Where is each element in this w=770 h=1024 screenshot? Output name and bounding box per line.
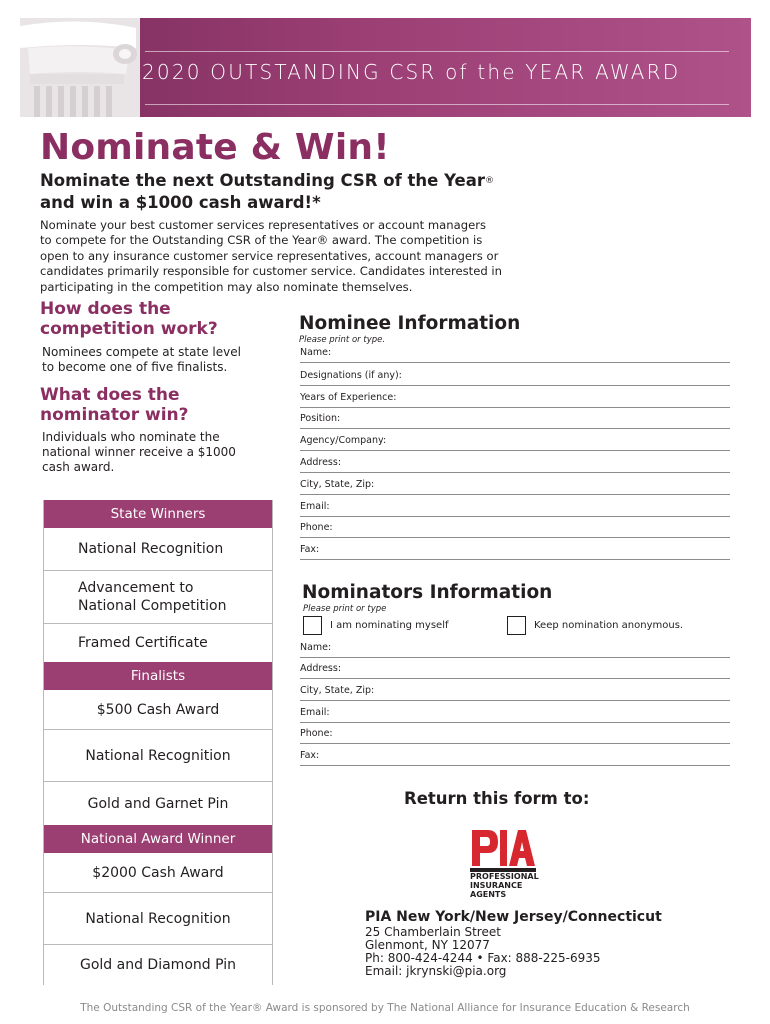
nominator-name-field[interactable]: Name: [300,636,730,658]
award-row: Gold and Garnet Pin [87,795,229,812]
return-heading: Return this form to: [404,789,590,808]
logo-line: AGENTS [470,890,507,899]
awards-table [43,500,273,985]
subhead-line2: and win a $1000 cash award!* [40,193,321,212]
org-city: Glenmont, NY 12077 [365,938,490,952]
keep-anonymous-checkbox[interactable] [507,616,526,635]
logo-line: PROFESSIONAL [470,872,539,881]
intro-line: Nominate your best customer services representatives or account managers [40,218,487,232]
nominee-address-field[interactable]: Address: [300,451,730,473]
award-row: $2000 Cash Award [44,853,272,893]
intro-line: candidates primarily responsible for customer service. Candidates interested in [40,264,502,279]
banner-rule-top [145,51,729,52]
nominating-myself-checkbox[interactable] [303,616,322,635]
state-winners-header: State Winners [44,500,272,528]
banner-title: 2020 OUTSTANDING CSR of the YEAR AWARD [142,60,681,84]
intro-paragraph [40,218,545,295]
what-text [42,430,262,475]
nominating-myself-label: I am nominating myself [330,620,449,631]
footer-sponsor-note: The Outstanding CSR of the Year® Award is sponsored by The National Alliance for Insurance Education & Research [80,1002,690,1014]
award-row: National Recognition [44,893,272,945]
pia-logo-text [470,872,539,899]
nominee-designations-field[interactable]: Designations (if any): [300,364,730,386]
what-heading-line1: What does the [40,385,180,405]
how-heading-line1: How does the [40,299,171,319]
award-row: National Recognition [44,528,272,571]
what-text-line2: national winner receive a $1000 [42,445,236,459]
nominator-phone-field[interactable]: Phone: [300,722,730,744]
what-heading [40,385,270,425]
org-phone-fax: Ph: 800-424-4244 • Fax: 888-225-6935 [365,951,601,965]
org-street: 25 Chamberlain Street [365,925,501,939]
nominee-agency-field[interactable]: Agency/Company: [300,429,730,451]
nominee-print-note: Please print or type. [299,335,386,345]
org-email[interactable]: Email: jkrynski@pia.org [365,964,507,978]
what-text-line3: cash award. [42,460,115,474]
nominator-email-field[interactable]: Email: [300,701,730,723]
how-heading-line2: competition work? [40,319,218,339]
nominee-section-title: Nominee Information [299,313,521,334]
subheadline [40,170,540,214]
intro-line: participating in the competition may also nominate themselves. [40,279,413,294]
registered-mark: ® [484,176,494,186]
how-text [42,345,262,375]
nominee-name-field[interactable]: Name: [300,341,730,363]
award-row: $500 Cash Award [44,690,272,730]
nominee-fax-field[interactable]: Fax: [300,538,730,560]
what-heading-line2: nominator win? [40,405,189,425]
nominator-section-title: Nominators Information [302,582,553,603]
intro-line: open to any insurance customer service representatives, account managers or [40,248,499,263]
award-row: National Recognition [44,730,272,782]
logo-line: INSURANCE [470,881,523,890]
award-row-line1: Advancement to [78,580,194,596]
how-heading [40,299,270,339]
nominee-city-state-zip-field[interactable]: City, State, Zip: [300,473,730,495]
banner-rule-bottom [145,104,729,105]
nominator-fax-field[interactable]: Fax: [300,744,730,766]
nominee-email-field[interactable]: Email: [300,495,730,517]
subhead-line1: Nominate the next Outstanding CSR of the Year [40,171,485,190]
what-text-line1: Individuals who nominate the [42,430,220,444]
keep-anonymous-label: Keep nomination anonymous. [534,620,684,631]
award-row-line2: National Competition [78,598,227,614]
nominee-phone-field[interactable]: Phone: [300,516,730,538]
how-text-line2: to become one of five finalists. [42,360,228,374]
nominator-print-note: Please print or type [303,604,387,614]
nominator-address-field[interactable]: Address: [300,657,730,679]
nominee-position-field[interactable]: Position: [300,407,730,429]
national-winner-header: National Award Winner [44,825,272,853]
award-row: Gold and Diamond Pin [80,957,236,973]
intro-line: to compete for the Outstanding CSR of the Year® award. The competition is [40,233,483,248]
nominee-experience-field[interactable]: Years of Experience: [300,386,730,408]
award-row: Framed Certificate [78,635,208,651]
award-row [44,571,272,624]
how-text-line1: Nominees compete at state level [42,345,241,359]
org-name: PIA New York/New Jersey/Connecticut [365,909,662,925]
finalists-header: Finalists [44,662,272,690]
column-capital-image [20,18,140,117]
page-title: Nominate & Win! [40,127,390,168]
nominator-city-state-zip-field[interactable]: City, State, Zip: [300,679,730,701]
header-banner [20,18,751,117]
